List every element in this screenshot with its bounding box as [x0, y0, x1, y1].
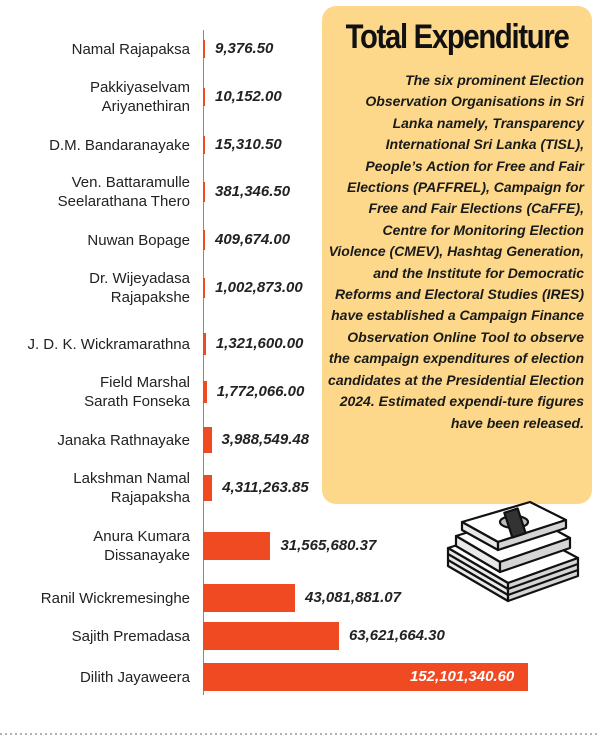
category-label: Janaka Rathnayake: [57, 431, 190, 449]
info-panel: [322, 6, 592, 504]
data-label: 1,002,873.00: [215, 279, 303, 296]
bar: [203, 427, 212, 453]
data-label: 10,152.00: [215, 88, 282, 105]
data-label: 4,311,263.85: [222, 479, 309, 496]
bar: [203, 182, 205, 202]
info-description: The six prominent Election Observation Organisations in Sri Lanka namely, Transparency International Sri Lanka (TISL), People’s Action for Free and Fair Elections (PAFFREL), Campaign for Free and Fair Elections (CaFFE), Centre for Monitoring Election Violence (CMEV), Hashtag Generation, and the Institute for Democratic Reforms and Electoral Studies (IRES) have established a Campaign Finance Observation Online Tool to observe the campaign expenditures of election candidates at the Presidential Election 2024. Estimated expendi-ture figures have been released.: [328, 72, 584, 431]
data-label: 9,376.50: [215, 40, 274, 57]
data-label: 15,310.50: [215, 136, 282, 153]
bar: [203, 40, 205, 58]
data-label: 1,772,066.00: [216, 383, 305, 400]
bar: [203, 136, 205, 154]
category-label: D.M. Bandaranayake: [49, 136, 190, 154]
data-label: 1,321,600.00: [215, 335, 304, 352]
bar: [203, 584, 295, 612]
data-label: 63,621,664.30: [348, 627, 445, 644]
data-label: 152,101,340.60: [410, 668, 515, 685]
data-label: 43,081,881.07: [305, 589, 401, 606]
category-label: J. D. K. Wickramarathna: [27, 335, 190, 353]
chart-title: Total Expenditure: [345, 18, 569, 56]
data-label: 409,674.00: [215, 231, 291, 248]
bar: [203, 622, 339, 650]
category-label: Dr. Wijeyadasa Rajapakshe: [89, 270, 190, 306]
bar: [203, 230, 205, 250]
bar: [203, 532, 270, 560]
category-label: Ranil Wickremesinghe: [40, 589, 190, 607]
category-label: Lakshman Namal Rajapaksha: [73, 470, 190, 506]
money-stack-icon: [438, 488, 588, 608]
category-label: Nuwan Bopage: [87, 231, 190, 249]
data-label: 381,346.50: [215, 183, 291, 200]
data-label: 31,565,680.37: [280, 537, 377, 554]
category-label: Namal Rajapaksa: [71, 40, 190, 58]
bar: [203, 88, 205, 106]
bar: [203, 475, 212, 501]
category-label: Sajith Premadasa: [71, 627, 190, 645]
data-label: 3,988,549.48: [221, 431, 310, 448]
bar: [203, 381, 207, 403]
category-label: Dilith Jayaweera: [79, 668, 190, 686]
category-label: Field Marshal Sarath Fonseka: [84, 374, 190, 410]
category-label: Anura Kumara Dissanayake: [93, 528, 190, 564]
footer-dotted-rule: [0, 732, 600, 736]
category-label: Ven. Battaramulle Seelarathana Thero: [57, 174, 190, 210]
bar: [203, 333, 206, 355]
category-label: Pakkiyaselvam Ariyanethiran: [89, 79, 190, 115]
bar: [203, 278, 205, 298]
